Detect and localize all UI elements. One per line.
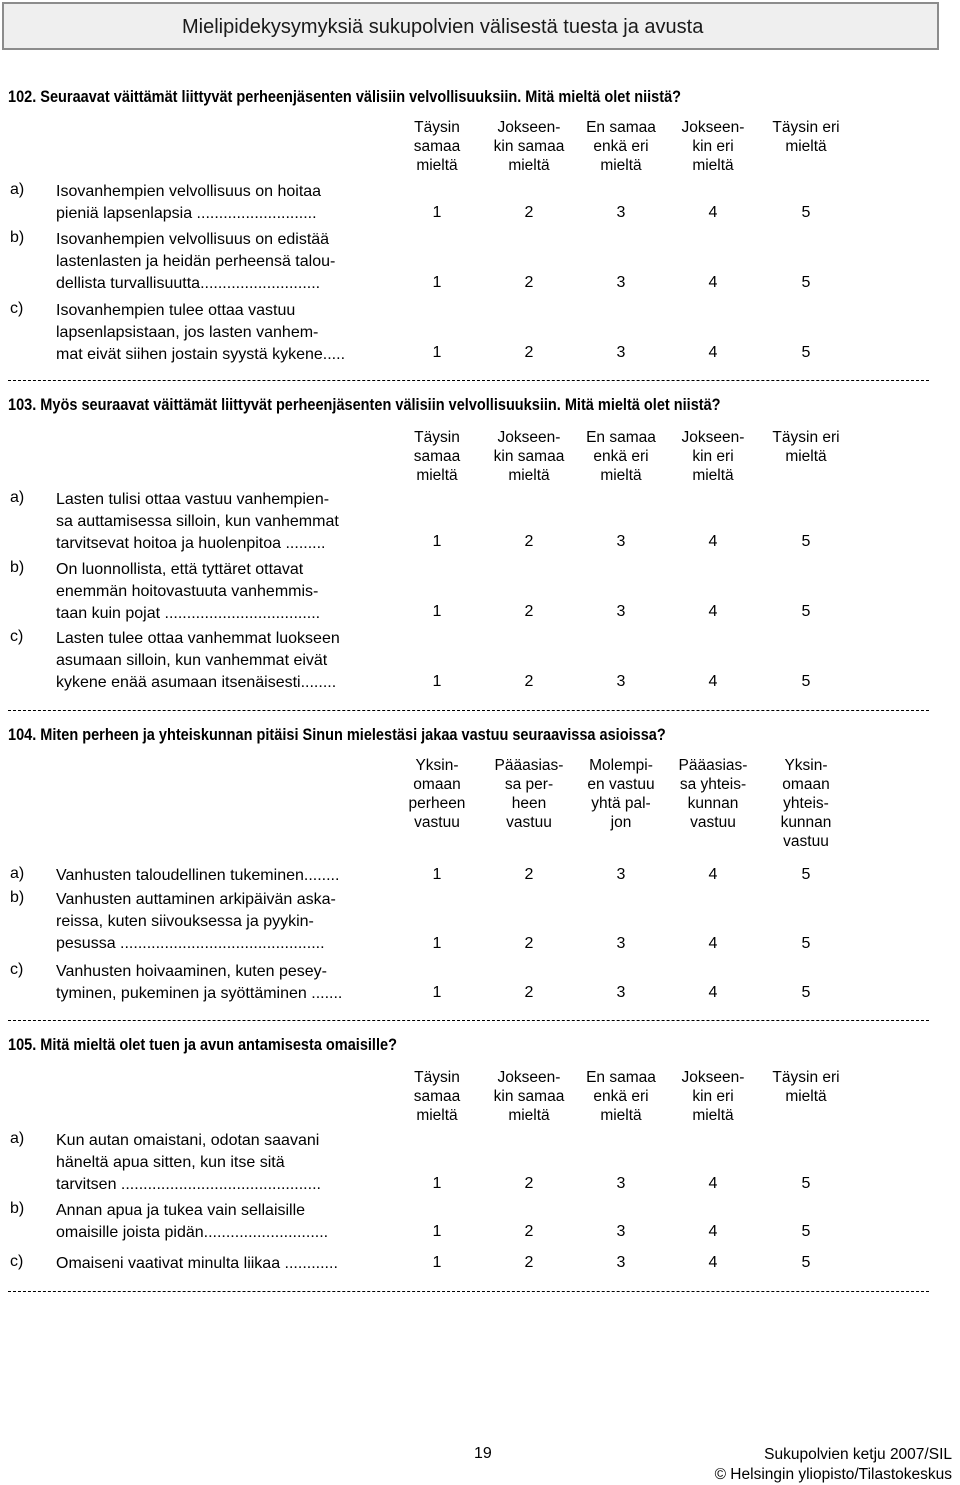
page-header bbox=[2, 2, 939, 50]
q105-column-2: Jokseen- kin samaa mieltä bbox=[493, 1069, 565, 1124]
q102-item-c-letter: c) bbox=[10, 300, 24, 317]
q105-c-option-5[interactable]: 5 bbox=[801, 1254, 811, 1271]
q103-c-option-5[interactable]: 5 bbox=[801, 673, 811, 690]
q105-b-option-5[interactable]: 5 bbox=[801, 1223, 811, 1240]
q104-item-b-letter: b) bbox=[10, 889, 25, 906]
q105-a-option-2[interactable]: 2 bbox=[524, 1175, 534, 1192]
q105-column-4: Jokseen- kin eri mieltä bbox=[681, 1069, 745, 1124]
footer-publication: Sukupolvien ketju 2007/SIL bbox=[764, 1446, 952, 1463]
q104-column-2: Pääasias- sa per- heen vastuu bbox=[494, 757, 564, 831]
q102-b-option-1[interactable]: 1 bbox=[432, 274, 442, 291]
q104-column-5: Yksin- omaan yhteis- kunnan vastuu bbox=[780, 757, 832, 850]
q104-b-option-1[interactable]: 1 bbox=[432, 935, 442, 952]
section-divider bbox=[8, 380, 929, 381]
q104-column-4: Pääasias- sa yhteis- kunnan vastuu bbox=[678, 757, 748, 831]
q102-a-option-5[interactable]: 5 bbox=[801, 204, 811, 221]
q102-column-2: Jokseen- kin samaa mieltä bbox=[493, 119, 565, 174]
q103-a-option-5[interactable]: 5 bbox=[801, 533, 811, 550]
q105-item-a-text: Kun autan omaistani, odotan saavani häneltä apua sitten, kun itse sitä tarvitsen ............................................. bbox=[56, 1132, 321, 1193]
q104-item-c-letter: c) bbox=[10, 961, 24, 978]
section-divider bbox=[8, 1020, 929, 1021]
q104-a-option-5[interactable]: 5 bbox=[801, 866, 811, 883]
q105-item-c-letter: c) bbox=[10, 1253, 24, 1270]
q104-item-a-text: Vanhusten taloudellinen tukeminen........ bbox=[56, 867, 340, 884]
q102-b-option-3[interactable]: 3 bbox=[616, 274, 626, 291]
q103-c-option-2[interactable]: 2 bbox=[524, 673, 534, 690]
q103-item-a-letter: a) bbox=[10, 489, 25, 506]
q105-c-option-4[interactable]: 4 bbox=[708, 1254, 718, 1271]
q102-a-option-2[interactable]: 2 bbox=[524, 204, 534, 221]
q104-c-option-2[interactable]: 2 bbox=[524, 984, 534, 1001]
q104-a-option-3[interactable]: 3 bbox=[616, 866, 626, 883]
q105-item-b-letter: b) bbox=[10, 1200, 25, 1217]
q104-b-option-3[interactable]: 3 bbox=[616, 935, 626, 952]
q104-item-b-text: Vanhusten auttaminen arkipäivän aska- reissa, kuten siivouksessa ja pyykin- pesussa .............................................. bbox=[56, 891, 336, 952]
q105-item-b-text: Annan apua ja tukea vain sellaisille omaisille joista pidän............................ bbox=[56, 1202, 329, 1241]
q105-item-a-letter: a) bbox=[10, 1130, 25, 1147]
q105-b-option-1[interactable]: 1 bbox=[432, 1223, 442, 1240]
q102-item-c-text: Isovanhempien tulee ottaa vastuu lapsenlapsistaan, jos lasten vanhem- mat eivät siihen jostain syystä kykene..... bbox=[56, 302, 346, 363]
q104-b-option-4[interactable]: 4 bbox=[708, 935, 718, 952]
q104-item-a-letter: a) bbox=[10, 865, 25, 882]
q104-column-1: Yksin- omaan perheen vastuu bbox=[408, 757, 466, 831]
q102-c-option-4[interactable]: 4 bbox=[708, 344, 718, 361]
q103-column-1: Täysin samaa mieltä bbox=[413, 429, 461, 484]
q102-column-5: Täysin eri mieltä bbox=[772, 119, 840, 155]
q104-c-option-3[interactable]: 3 bbox=[616, 984, 626, 1001]
q103-column-2: Jokseen- kin samaa mieltä bbox=[493, 429, 565, 484]
q103-a-option-4[interactable]: 4 bbox=[708, 533, 718, 550]
q103-c-option-4[interactable]: 4 bbox=[708, 673, 718, 690]
q103-item-c-text: Lasten tulee ottaa vanhemmat luokseen asumaan silloin, kun vanhemmat eivät kykene enää asumaan itsenäisesti........ bbox=[56, 630, 340, 691]
q102-a-option-1[interactable]: 1 bbox=[432, 204, 442, 221]
q103-item-b-letter: b) bbox=[10, 559, 25, 576]
q104-a-option-1[interactable]: 1 bbox=[432, 866, 442, 883]
q103-c-option-1[interactable]: 1 bbox=[432, 673, 442, 690]
q103-item-a-text: Lasten tulisi ottaa vastuu vanhempien- sa auttamisessa silloin, kun vanhemmat tarvitsevat hoitoa ja huolenpitoa ......... bbox=[56, 491, 339, 552]
q105-a-option-3[interactable]: 3 bbox=[616, 1175, 626, 1192]
q105-b-option-3[interactable]: 3 bbox=[616, 1223, 626, 1240]
q102-item-b-letter: b) bbox=[10, 229, 25, 246]
q105-item-c-text: Omaiseni vaativat minulta liikaa ............ bbox=[56, 1255, 338, 1272]
q105-c-option-3[interactable]: 3 bbox=[616, 1254, 626, 1271]
q105-a-option-5[interactable]: 5 bbox=[801, 1175, 811, 1192]
q105-b-option-2[interactable]: 2 bbox=[524, 1223, 534, 1240]
q104-c-option-4[interactable]: 4 bbox=[708, 984, 718, 1001]
q104-item-c-text: Vanhusten hoivaaminen, kuten pesey- tyminen, pukeminen ja syöttäminen ....... bbox=[56, 963, 343, 1002]
q104-c-option-5[interactable]: 5 bbox=[801, 984, 811, 1001]
q102-c-option-3[interactable]: 3 bbox=[616, 344, 626, 361]
q103-c-option-3[interactable]: 3 bbox=[616, 673, 626, 690]
q105-c-option-1[interactable]: 1 bbox=[432, 1254, 442, 1271]
q103-column-3: En samaa enkä eri mieltä bbox=[586, 429, 656, 484]
question-105-title: 105. Mitä mieltä olet tuen ja avun antamisesta omaisille? bbox=[8, 1036, 397, 1054]
section-divider bbox=[8, 710, 929, 711]
q102-c-option-1[interactable]: 1 bbox=[432, 344, 442, 361]
q102-b-option-2[interactable]: 2 bbox=[524, 274, 534, 291]
q103-b-option-4[interactable]: 4 bbox=[708, 603, 718, 620]
q103-a-option-1[interactable]: 1 bbox=[432, 533, 442, 550]
page-number: 19 bbox=[474, 1445, 492, 1462]
q102-column-1: Täysin samaa mieltä bbox=[413, 119, 461, 174]
q103-a-option-2[interactable]: 2 bbox=[524, 533, 534, 550]
q103-b-option-1[interactable]: 1 bbox=[432, 603, 442, 620]
q102-item-a-text: Isovanhempien velvollisuus on hoitaa pieniä lapsenlapsia ........................... bbox=[56, 183, 322, 222]
q104-b-option-2[interactable]: 2 bbox=[524, 935, 534, 952]
q102-item-b-text: Isovanhempien velvollisuus on edistää lastenlasten ja heidän perheensä talou- dellista turvallisuutta........................... bbox=[56, 231, 336, 292]
q105-column-1: Täysin samaa mieltä bbox=[413, 1069, 461, 1124]
q104-c-option-1[interactable]: 1 bbox=[432, 984, 442, 1001]
q105-column-3: En samaa enkä eri mieltä bbox=[586, 1069, 656, 1124]
q103-item-b-text: On luonnollista, että tyttäret ottavat enemmän hoitovastuuta vanhemmis- taan kuin pojat ................................... bbox=[56, 561, 321, 622]
footer-copyright: © Helsingin yliopisto/Tilastokeskus bbox=[714, 1466, 952, 1483]
q103-item-c-letter: c) bbox=[10, 628, 24, 645]
q103-b-option-3[interactable]: 3 bbox=[616, 603, 626, 620]
q103-b-option-5[interactable]: 5 bbox=[801, 603, 811, 620]
q103-column-4: Jokseen- kin eri mieltä bbox=[681, 429, 745, 484]
q102-a-option-4[interactable]: 4 bbox=[708, 204, 718, 221]
q102-c-option-5[interactable]: 5 bbox=[801, 344, 811, 361]
q102-column-3: En samaa enkä eri mieltä bbox=[586, 119, 656, 174]
section-divider bbox=[8, 1291, 929, 1292]
q104-column-3: Molempi- en vastuu yhtä pal- jon bbox=[587, 757, 655, 831]
q105-a-option-1[interactable]: 1 bbox=[432, 1175, 442, 1192]
q104-a-option-4[interactable]: 4 bbox=[708, 866, 718, 883]
q105-c-option-2[interactable]: 2 bbox=[524, 1254, 534, 1271]
q105-b-option-4[interactable]: 4 bbox=[708, 1223, 718, 1240]
q102-item-a-letter: a) bbox=[10, 181, 25, 198]
question-104-title: 104. Miten perheen ja yhteiskunnan pitäisi Sinun mielestäsi jakaa vastuu seuraavissa asioissa? bbox=[8, 726, 666, 744]
q104-b-option-5[interactable]: 5 bbox=[801, 935, 811, 952]
q104-a-option-2[interactable]: 2 bbox=[524, 866, 534, 883]
q105-a-option-4[interactable]: 4 bbox=[708, 1175, 718, 1192]
q103-a-option-3[interactable]: 3 bbox=[616, 533, 626, 550]
question-102-title: 102. Seuraavat väittämät liittyvät perheenjäsenten välisiin velvollisuuksiin. Mitä mieltä olet niistä? bbox=[8, 88, 682, 106]
q102-a-option-3[interactable]: 3 bbox=[616, 204, 626, 221]
q102-column-4: Jokseen- kin eri mieltä bbox=[681, 119, 745, 174]
header-title: Mielipidekysymyksiä sukupolvien välisestä tuesta ja avusta bbox=[182, 16, 704, 38]
q105-column-5: Täysin eri mieltä bbox=[772, 1069, 840, 1105]
question-103-title: 103. Myös seuraavat väittämät liittyvät perheenjäsenten välisiin velvollisuuksiin. Mitä mieltä olet niistä? bbox=[8, 396, 721, 414]
q102-c-option-2[interactable]: 2 bbox=[524, 344, 534, 361]
q103-column-5: Täysin eri mieltä bbox=[772, 429, 840, 465]
q103-b-option-2[interactable]: 2 bbox=[524, 603, 534, 620]
q102-b-option-4[interactable]: 4 bbox=[708, 274, 718, 291]
q102-b-option-5[interactable]: 5 bbox=[801, 274, 811, 291]
